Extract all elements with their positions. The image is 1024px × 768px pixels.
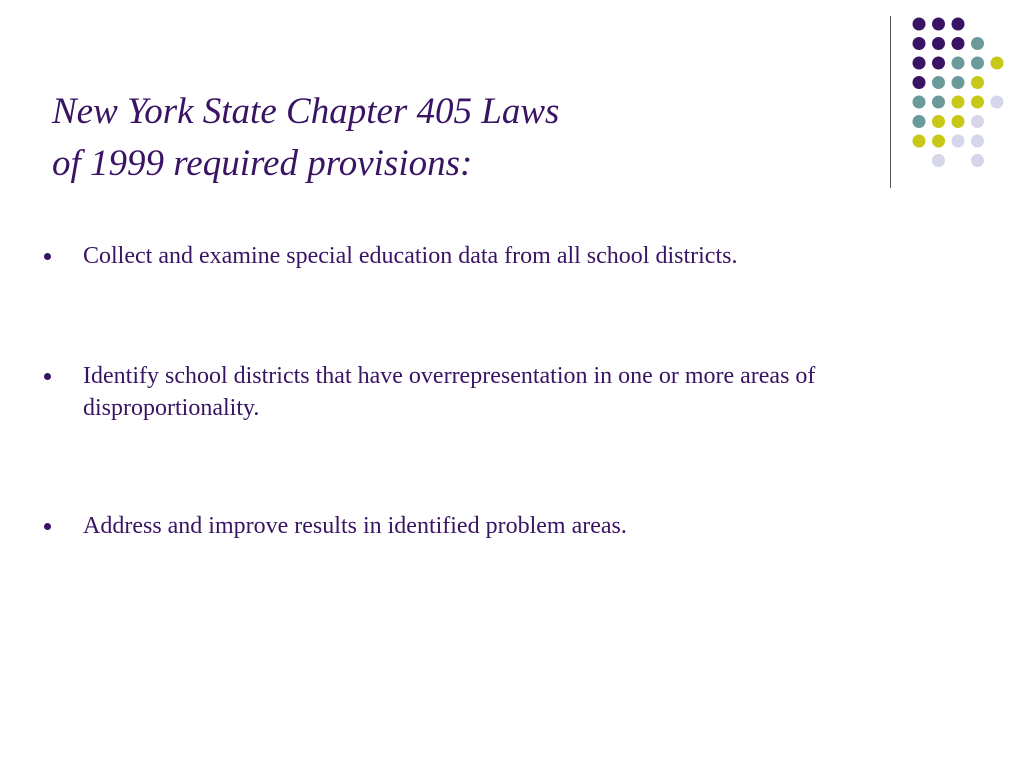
decorative-dot [971, 76, 984, 89]
bullet-item [44, 360, 924, 424]
decorative-dot [932, 57, 945, 70]
decorative-dot [913, 76, 926, 89]
decorative-dot [952, 115, 965, 128]
decorative-dot [913, 57, 926, 70]
bullet-item [44, 510, 924, 542]
decorative-dot [913, 135, 926, 148]
dot-grid-icon [912, 17, 1012, 167]
decorative-dot [913, 37, 926, 50]
decorative-dot [952, 18, 965, 31]
decorative-dot [952, 37, 965, 50]
bullet-dot-icon [44, 253, 51, 260]
decorative-dot [991, 96, 1004, 109]
decorative-dot [952, 96, 965, 109]
bullet-dot-icon [44, 373, 51, 380]
decorative-dot [932, 76, 945, 89]
decorative-dot [971, 115, 984, 128]
decorative-dot [952, 135, 965, 148]
slide-title [52, 86, 852, 190]
decorative-dot [971, 135, 984, 148]
bullet-text: Address and improve results in identified problem areas. [83, 513, 627, 539]
decorative-dot [952, 76, 965, 89]
decorative-dot [971, 96, 984, 109]
bullet-item [44, 240, 924, 272]
dot-grid-decoration [912, 17, 1012, 167]
decorative-dot [913, 18, 926, 31]
decorative-dot [991, 57, 1004, 70]
decorative-dot [913, 115, 926, 128]
vertical-divider [890, 16, 891, 188]
decorative-dot [913, 96, 926, 109]
decorative-dot [971, 57, 984, 70]
decorative-dot [932, 96, 945, 109]
slide-title-line-1: New York State Chapter 405 Laws [52, 91, 560, 132]
decorative-dot [952, 57, 965, 70]
decorative-dot [971, 37, 984, 50]
decorative-dot [971, 154, 984, 167]
decorative-dot [932, 37, 945, 50]
decorative-dot [932, 154, 945, 167]
decorative-dot [932, 18, 945, 31]
bullet-dot-icon [44, 523, 51, 530]
decorative-dot [932, 135, 945, 148]
bullet-text: Identify school districts that have overrepresentation in one or more areas of disproportionality. [83, 363, 816, 421]
slide-title-line-2: of 1999 required provisions: [52, 143, 473, 184]
decorative-dot [932, 115, 945, 128]
bullet-text: Collect and examine special education data from all school districts. [83, 243, 738, 269]
